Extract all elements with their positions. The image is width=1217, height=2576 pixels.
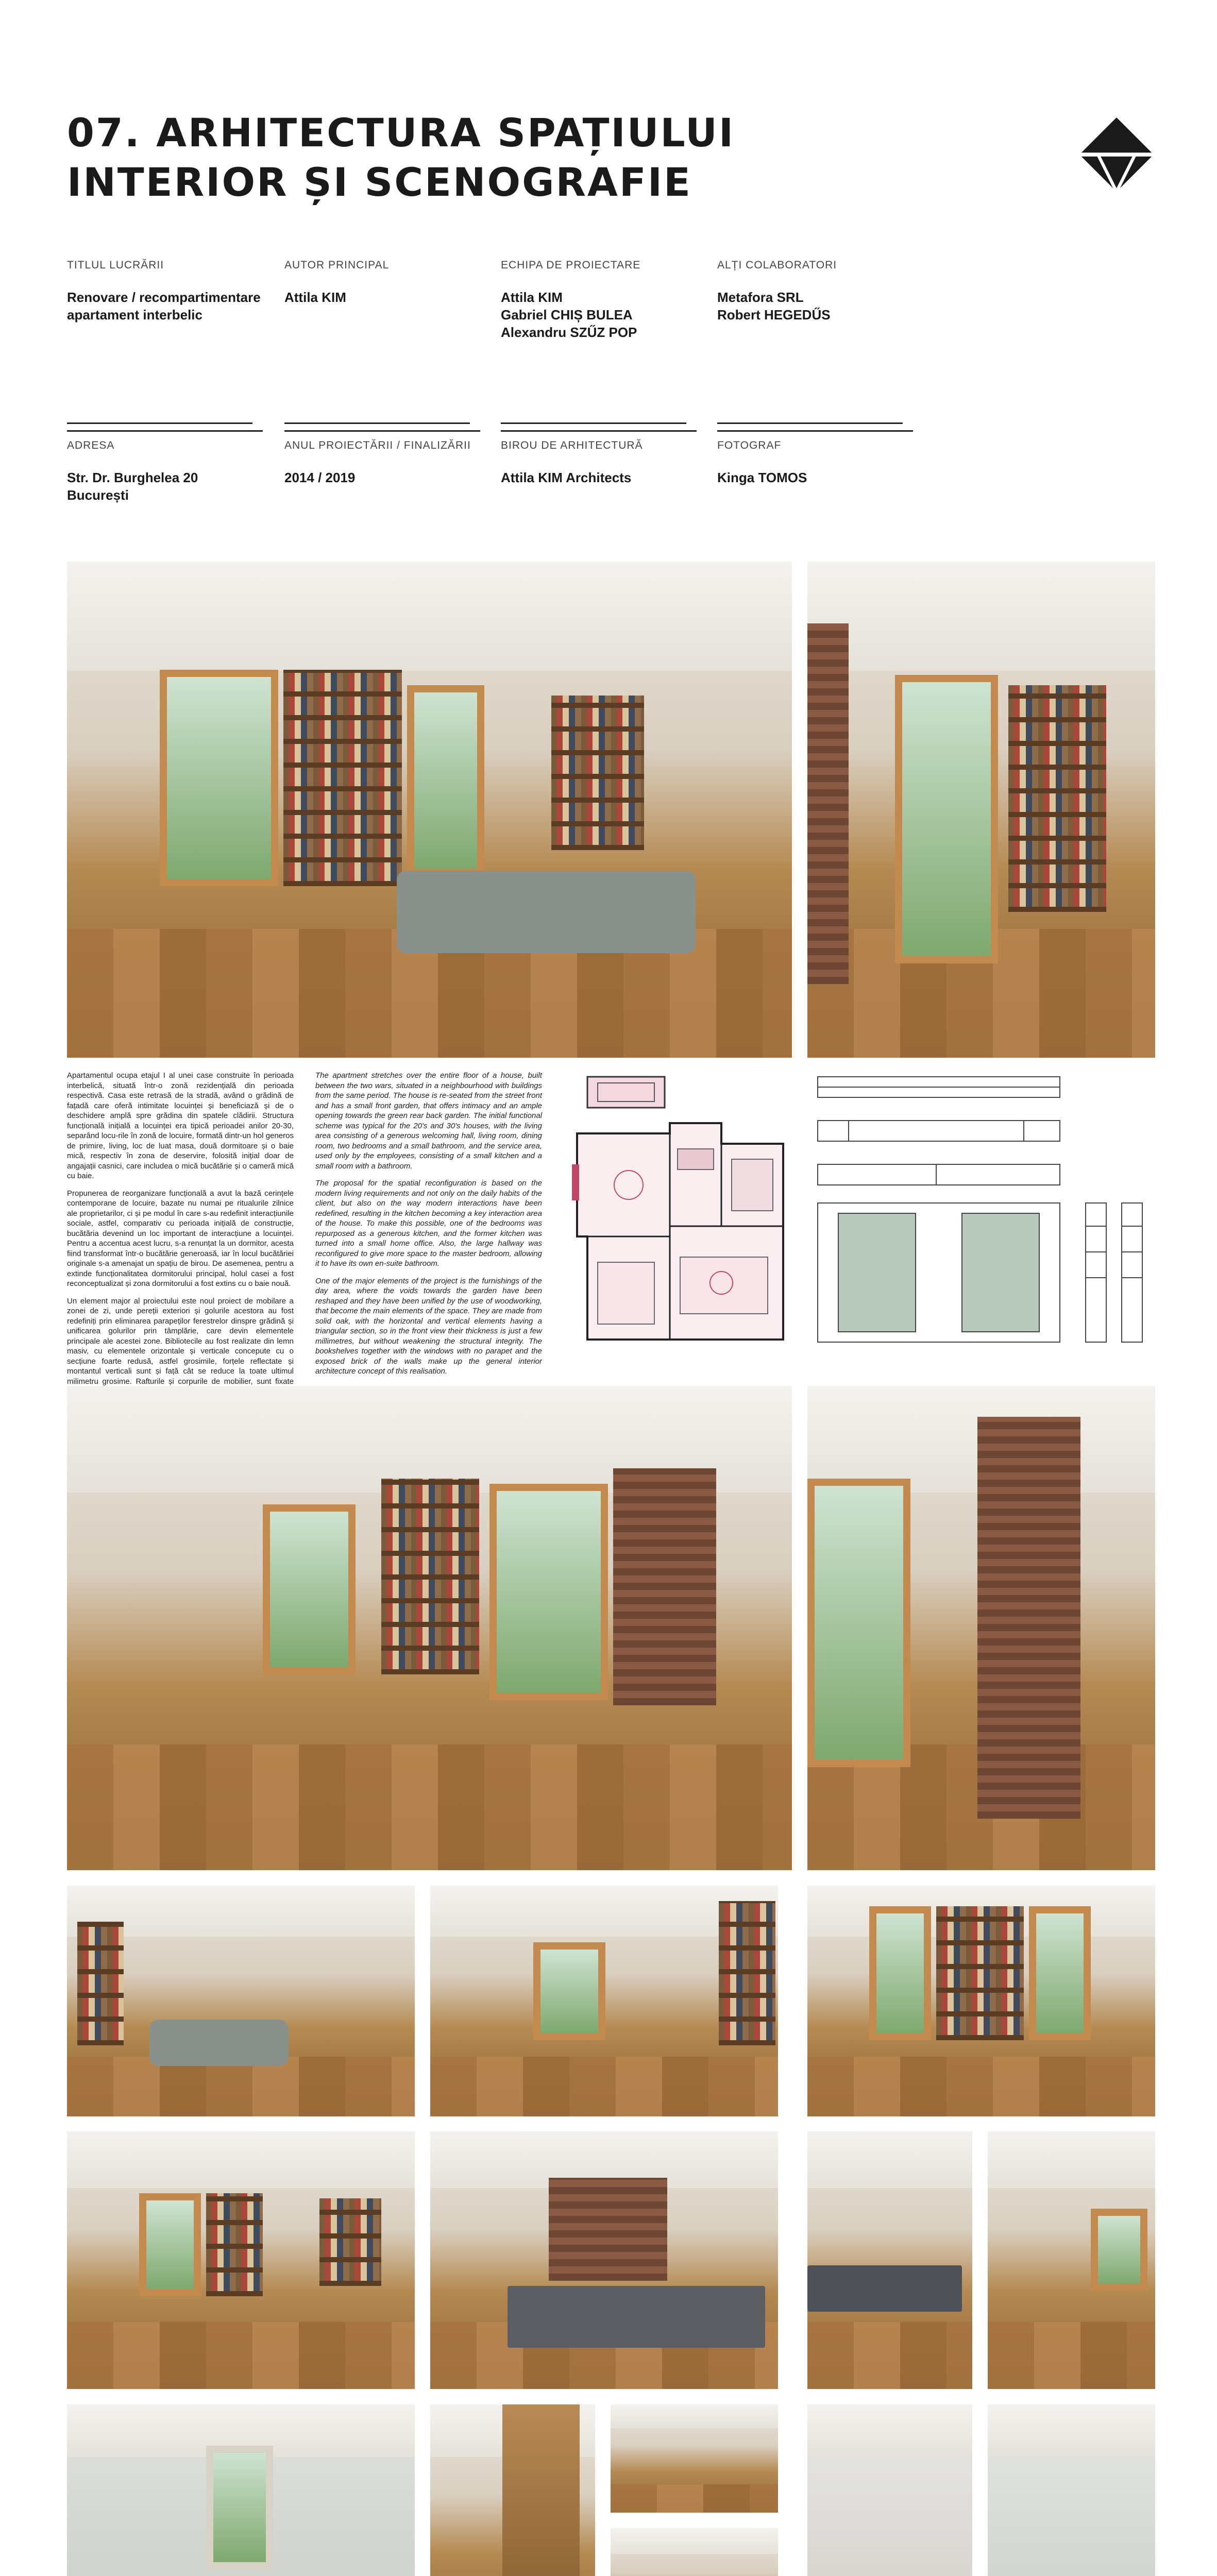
info-value-line: Str. Dr. Burghelea 20 [67, 470, 198, 485]
info-divider [501, 430, 697, 432]
info-value [284, 469, 480, 486]
photo-living-art [67, 1886, 415, 2116]
photo-dining-area [67, 1386, 792, 1870]
grid-rule [67, 422, 252, 424]
title-line-1: 07. ARHITECTURA SPAȚIULUI [67, 110, 735, 156]
info-value-line: București [67, 487, 129, 503]
info-value [501, 289, 697, 341]
en-paragraph-1: The apartment stretches over the entire floor of a house, built between the two wars, situated in a neighbourhood with buildings from the same period. The house is re-seated from the street front and has a small front garden, that offers intimacy and an ample opening towards the green rear back garden. The initial functional scheme was typical for the 20's and 30's houses, with the living area consisting of a generous welcoming hall, living room, dining room, two bedrooms and a small bathroom, and the service area, used only by the employees, consisting of a small kitchen and a small room with a bathroom. [315, 1071, 542, 1171]
info-cell [501, 430, 697, 486]
info-value-line: Attila KIM Architects [501, 470, 632, 485]
info-label: AUTOR PRINCIPAL [284, 259, 390, 271]
info-value-line: Attila KIM [284, 290, 346, 305]
info-cell [501, 258, 697, 341]
en-paragraph-3: One of the major elements of the project is the furnishings of the day area, where the voids towards the garden have been reshaped and they have been unified by the use of woodworking, that become the main elements of the space. They are made from solid oak, with the horizontal and vertical elements having a triangular section, so in the front view their thickness is just a few millimetres, but without weakening the structural integrity. The bookshelves together with the windows with no parapet and the exposed brick of the walls make up the general interior architecture concept of this realisation. [315, 1276, 542, 1376]
info-value-line: Renovare / recompartimentare [67, 290, 261, 305]
photo-bathroom-vanity [807, 2404, 972, 2576]
photo-kitchen-island [807, 2131, 972, 2389]
ro-paragraph-2: Propunerea de reorganizare funcțională a avut la bază cerințele contemporane de locuire, bazate nu numai pe ritualurile zilnice ale proprietarilor, ci și pe modul în care s-au redefinit interacțiunile sociale, astfel, comparativ cu perioada inițială de construcție, bucătăria devenind un loc important de interacțiune a locuinței. Pentru a accentua acest lucru, s-a renunțat la un dormitor, acesta fiind transformat într-o bucătărie generoasă, iar în locul bucătăriei originale s-a amenajat un spațiu de birou. De asemenea, pentru a extinde funcționalitatea dormitorului principal, holul casei a fost reconceptualizat și zona dormitorului a fost extins cu o baie nouă. [67, 1189, 294, 1288]
page-title [67, 108, 735, 207]
title-line-2: INTERIOR ȘI SCENOGRAFIE [67, 159, 692, 205]
info-value [284, 289, 480, 306]
photo-hallway-door [430, 2404, 595, 2576]
info-cell [284, 430, 480, 486]
ro-paragraph-3: Un element major al proiectului este noul proiect de mobilare a zonei de zi, unde pereții exteriori și golurile acestora au fost redefiniți prin eliminarea parapeților ferestrelor dinspre grădină și unificarea golurilor prin tâmplărie, care devin elementele principale ale acestei zone. Bibliotecile au fost realizate din lemn masiv, cu elementele orizontale și verticale concepute cu o secțiune foarte redusă, astfel grosimile, forțele reflectate și montantul verticali sunt și față cât se reduce la toate ultimul milimetru grosime. Rafturile și corpurile de mobilier, sunt fixate [67, 1296, 294, 1386]
photo-kitchen [430, 2131, 778, 2389]
info-value-line: Metafora SRL [717, 290, 804, 305]
grid-rule [717, 422, 903, 424]
info-cell [717, 258, 913, 324]
description-english [315, 1071, 542, 1384]
info-label: ANUL PROIECTĂRII / FINALIZĂRII [284, 439, 471, 451]
info-label: TITLUL LUCRĂRII [67, 259, 164, 271]
info-label: ALȚI COLABORATORI [717, 259, 837, 271]
info-value-line: Alexandru SZŰZ POP [501, 325, 637, 340]
info-label: ECHIPA DE PROIECTARE [501, 259, 641, 271]
info-value [67, 469, 263, 504]
info-value [717, 469, 913, 486]
info-divider [67, 430, 263, 432]
photo-dining-pendant [988, 2131, 1155, 2389]
grid-rule [284, 422, 470, 424]
diamond-logo-icon [1078, 116, 1155, 193]
info-value-line: Kinga TOMOS [717, 470, 807, 485]
photo-dining-long [67, 2131, 415, 2389]
info-cell [717, 430, 913, 486]
photo-window-corner [807, 562, 1155, 1058]
info-value [717, 289, 913, 324]
info-value-line: apartament interbelic [67, 307, 202, 323]
photo-wardrobe-bottom [611, 2528, 778, 2576]
photo-bathroom-tub [67, 2404, 415, 2576]
info-cell [67, 430, 263, 504]
photo-living-room [67, 562, 792, 1058]
en-paragraph-2: The proposal for the spatial reconfiguration is based on the modern living requirements and not only on the daily habits of the client, but also on the way modern interactions have been redefined, resulting in the kitchen becoming a key interaction area of the house. To make this possible, one of the bedrooms was repurposed as a generous kitchen, and the former kitchen was turned into a small home office. Also, the large hallway was reconfigured to give more space to the master bedroom, allowing it to have its own en-suite bathroom. [315, 1179, 542, 1268]
photo-desk-niche [807, 1886, 1155, 2116]
info-value-line: 2014 / 2019 [284, 470, 356, 485]
info-value [67, 289, 263, 324]
ro-paragraph-1: Apartamentul ocupa etajul I al unei case construite în perioada interbelică, situată într-o zonă rezidențială din perioada respectivă. Casa este retrasă de la stradă, având o grădină de fațadă care oferă intimitate locuinței și beneficiază și de o deschidere amplă spre grădina din spatele clădirii. Structura funcțională inițială a locuinței era tipică perioadei anilor 20-30, separând locu-rile în zonă de locuire, formată dintr-un hol generos de primire, living, loc de luat masa, două dormitoare și o baie mică, respectiv în zona de deservire, folosită inițial doar de angajații casnici, care includea o mică bucătărie și o cameră mică cu baie. [67, 1071, 294, 1180]
info-cell [67, 258, 263, 324]
elevation-drawings [807, 1072, 1155, 1350]
info-label: FOTOGRAF [717, 439, 782, 451]
info-divider [284, 430, 480, 432]
grid-rule [501, 422, 686, 424]
info-label: ADRESA [67, 439, 115, 451]
photo-wood-niche [807, 1386, 1155, 1870]
photo-wardrobe-top [611, 2404, 778, 2513]
info-divider [717, 430, 913, 432]
info-label: BIROU DE ARHITECTURĂ [501, 439, 643, 451]
info-value-line: Gabriel CHIȘ BULEA [501, 307, 633, 323]
info-value-line: Robert HEGEDŰS [717, 307, 831, 323]
info-cell [284, 258, 480, 306]
floor-plan-drawing [567, 1072, 793, 1350]
photo-dining-shelves [430, 1886, 778, 2116]
info-value-line: Attila KIM [501, 290, 563, 305]
photo-bathroom-shower [988, 2404, 1155, 2576]
info-value [501, 469, 697, 486]
